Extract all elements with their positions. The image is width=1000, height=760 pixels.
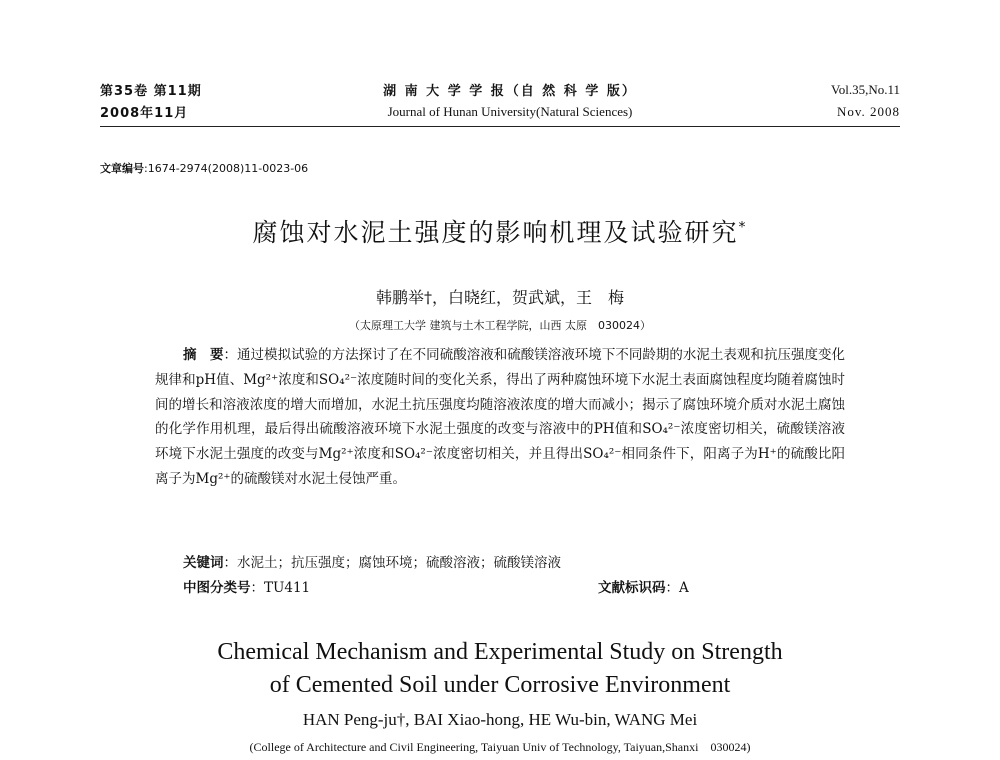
document-code-label: 文献标识码 <box>598 580 666 596</box>
authors-cn: 韩鹏举†，白晓红，贺武斌，王 梅 <box>375 288 624 307</box>
title-en <box>100 636 900 702</box>
abstract-label: 摘 要 <box>183 347 224 363</box>
article-number-value: :1674-2974(2008)11-0023-06 <box>144 162 309 175</box>
abstract-text: ：通过模拟试验的方法探讨了在不同硫酸溶液和硫酸镁溶液环境下不同龄期的水泥土表观和抗压强度变化规律和pH值、Mg²⁺浓度和SO₄²⁻浓度随时间的变化关系，得出了两种腐蚀环境下水泥土表面腐蚀程度均随着腐蚀时间的增长和溶液浓度的增大而增加，水泥土抗压强度均随溶液浓度的增大而减小；揭示了腐蚀环境介质对水泥土腐蚀的化学作用机理，最后得出硫酸溶液环境下水泥土强度的改变与溶液中的PH值和SO₄²⁻浓度密切相关，硫酸镁溶液环境下水泥土强度的改变与Mg²⁺浓度和SO₄²⁻浓度密切相关，并且得出SO₄²⁻相同条件下，阳离子为H⁺的硫酸比阳离子为Mg²⁺的硫酸镁对水泥土侵蚀严重。 <box>155 347 845 487</box>
date-en: Nov. 2008 <box>836 104 900 119</box>
classification <box>183 576 310 596</box>
authors-en: HAN Peng-ju†, BAI Xiao-hong, HE Wu-bin, WANG Mei <box>302 710 698 729</box>
volume-issue-en: Vol.35,No.11 <box>831 82 900 97</box>
affiliation-en: (College of Architecture and Civil Engineering, Taiyuan Univ of Technology, Taiyuan,Shanxi 030024) <box>249 740 751 754</box>
document-code <box>598 576 689 596</box>
keywords-label: 关键词 <box>183 555 224 571</box>
classification-value: ：TU411 <box>250 580 311 596</box>
title-cn: 腐蚀对水泥土强度的影响机理及试验研究 <box>252 218 739 247</box>
abstract <box>155 343 845 492</box>
classification-label: 中图分类号 <box>183 580 251 596</box>
title-cn-block <box>100 213 900 249</box>
article-number <box>100 160 308 176</box>
journal-name-cn: 湖 南 大 学 学 报（自 然 科 学 版） <box>383 84 637 99</box>
header-rule <box>100 126 900 127</box>
journal-name-en: Journal of Hunan University(Natural Sciences) <box>387 104 633 119</box>
document-code-value: ：A <box>665 580 689 596</box>
article-number-label: 文章编号 <box>100 162 144 175</box>
date-cn: 2008年11月 <box>100 106 189 121</box>
title-footnote-mark: * <box>738 219 748 236</box>
affiliation-cn: （太原理工大学 建筑与土木工程学院，山西 太原 030024） <box>349 319 651 332</box>
keywords-value: ：水泥土；抗压强度；腐蚀环境；硫酸溶液；硫酸镁溶液 <box>223 555 561 571</box>
title-en-line1: Chemical Mechanism and Experimental Study on Strength <box>217 639 783 665</box>
keywords <box>183 551 561 571</box>
volume-issue-cn: 第35卷 第11期 <box>100 84 202 99</box>
title-en-line2: of Cemented Soil under Corrosive Environment <box>269 672 731 698</box>
